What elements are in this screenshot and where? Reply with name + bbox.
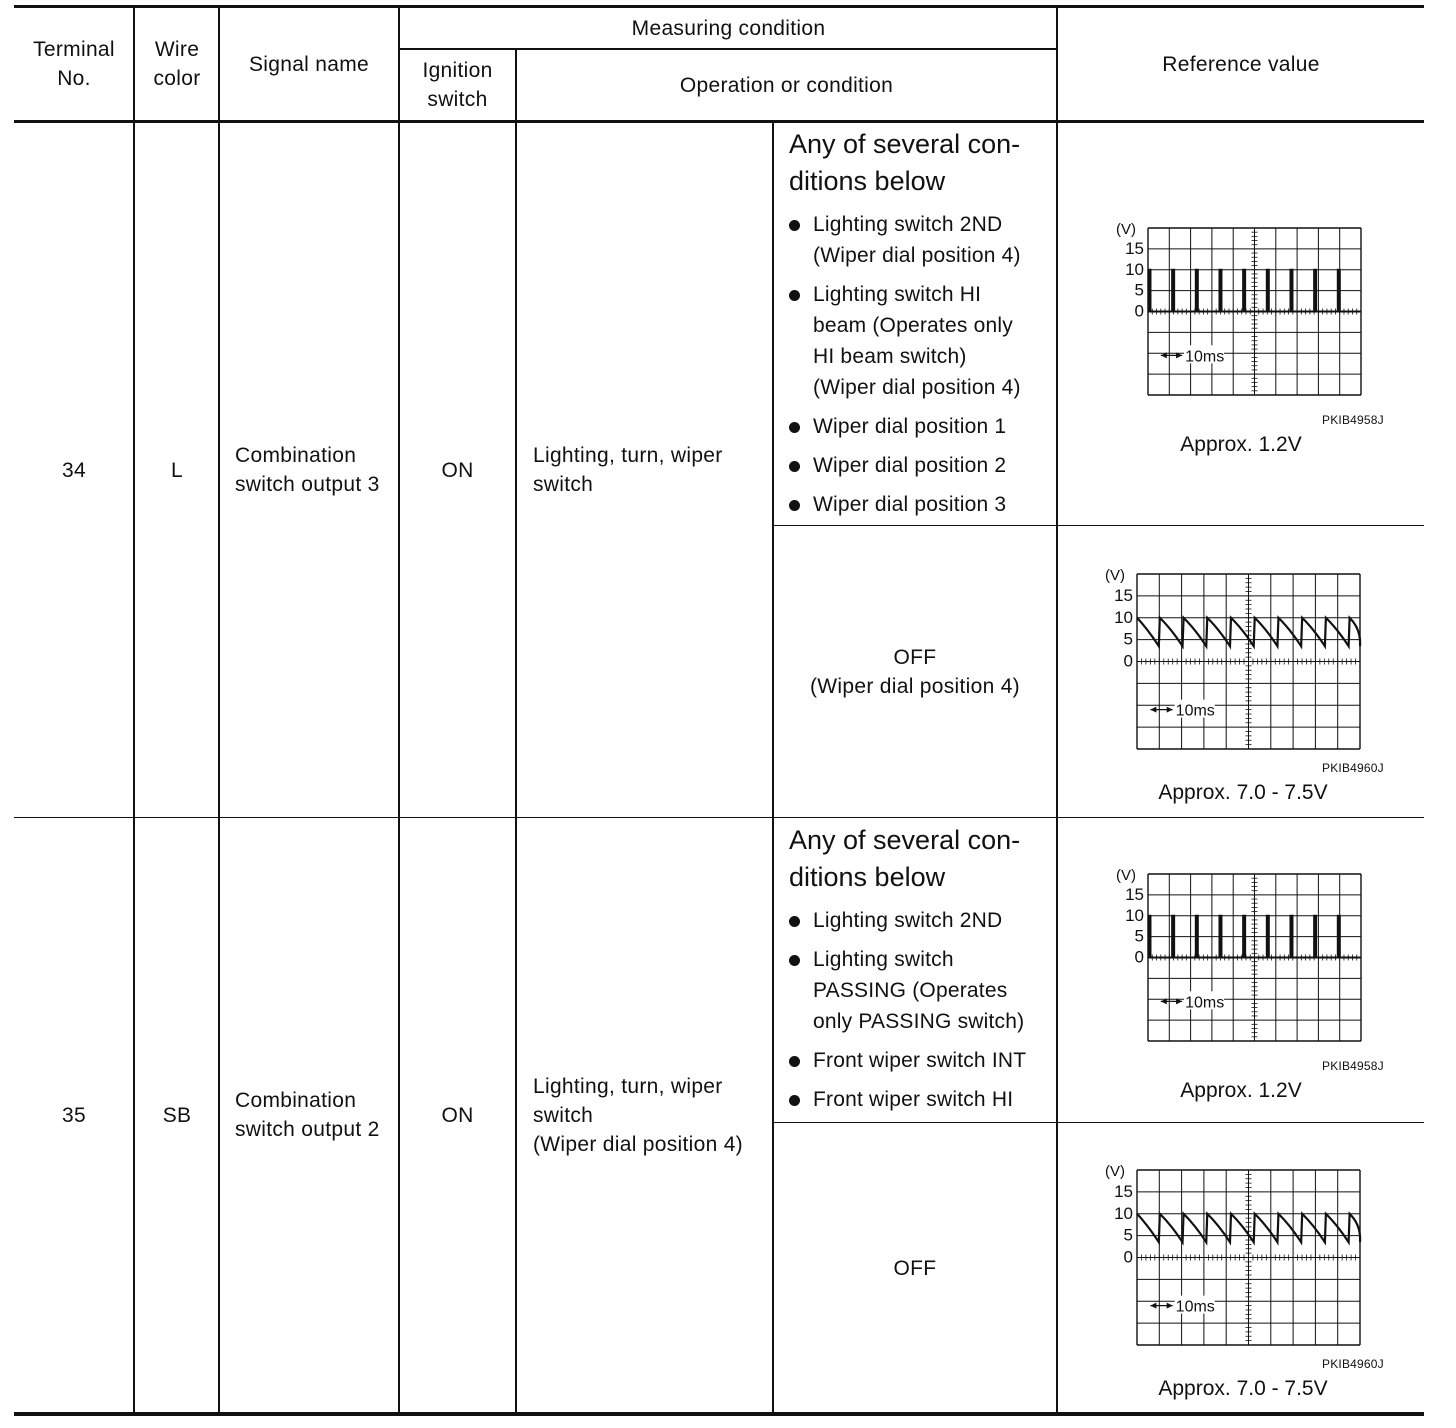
list-item: Front wiper switch INT: [789, 1045, 1054, 1076]
scope-tick-label: 15: [1114, 1181, 1133, 1201]
bullet-icon: [789, 916, 800, 927]
row34-ignition: ON: [441, 458, 474, 482]
scope-unit-label: (V): [1116, 221, 1136, 238]
scope-tick-label: 5: [1123, 1225, 1133, 1245]
list-item: Wiper dial position 1: [789, 411, 1054, 442]
scope-tick-label: 15: [1125, 884, 1144, 904]
row34-off-condition: OFF (Wiper dial position 4): [810, 646, 1020, 698]
row35-wire-color: SB: [162, 1103, 192, 1127]
scope-tick-label: 0: [1134, 947, 1144, 967]
scope-tick-label: 5: [1134, 926, 1144, 946]
scope-timebase-label: 10ms: [1185, 348, 1225, 366]
scope-tick-label: 5: [1134, 280, 1144, 300]
scope-svg: [1108, 864, 1367, 1045]
row34-conditions-list: [789, 209, 1054, 528]
scope-tick-label: 0: [1134, 301, 1144, 321]
scope-grid: [1137, 574, 1360, 749]
scope-timebase-label: 10ms: [1175, 702, 1215, 720]
oscilloscope-pulse-waveform: [1108, 864, 1367, 1045]
scope-tick-label: 10: [1125, 259, 1144, 279]
scope-unit-label: (V): [1116, 867, 1136, 884]
row34-terminal: 34: [62, 458, 86, 482]
list-item: Wiper dial position 3: [789, 489, 1054, 520]
row34-approx-value-a: Approx. 1.2V: [1180, 433, 1302, 456]
oscilloscope-sawtooth-waveform: [1097, 564, 1366, 753]
scope-tick-label: 10: [1114, 1203, 1133, 1223]
list-item: Wiper dial position 2: [789, 450, 1054, 481]
scope-tick-label: 0: [1123, 1247, 1133, 1267]
list-item: Lighting switch PASSING (Operates only PASSING switch): [789, 944, 1054, 1037]
table-bottom-rule: [14, 1412, 1424, 1416]
col-rule-4: [515, 49, 517, 1413]
header-operation-or-condition: Operation or condition: [679, 73, 894, 97]
bullet-icon: [789, 1095, 800, 1106]
header-ignition-switch: Ignition switch: [422, 59, 493, 111]
figure-code: PKIB4958J: [1322, 1059, 1384, 1073]
row34-operation: Lighting, turn, wiper switch: [533, 444, 723, 496]
bullet-icon: [789, 1056, 800, 1067]
scope-grid: [1137, 1170, 1360, 1345]
list-item: Lighting switch 2ND: [789, 905, 1054, 936]
scope-tick-label: 15: [1125, 238, 1144, 258]
bullet-icon: [789, 461, 800, 472]
figure-code: PKIB4960J: [1322, 1357, 1384, 1371]
scope-tick-label: 15: [1114, 585, 1133, 605]
bullet-icon: [789, 422, 800, 433]
header-reference-value: Reference value: [1162, 52, 1320, 76]
scope-tick-label: 10: [1125, 905, 1144, 925]
row34-conditions-heading: Any of several con- ditions below: [789, 129, 1021, 196]
row34-signal-name: Combination switch output 3: [235, 444, 380, 496]
scope-unit-label: (V): [1105, 1163, 1125, 1180]
row35-terminal: 35: [62, 1103, 86, 1127]
scope-tick-label: 5: [1123, 629, 1133, 649]
figure-code: PKIB4958J: [1322, 413, 1384, 427]
col-rule-6: [1056, 8, 1058, 1413]
oscilloscope-sawtooth-waveform: [1097, 1160, 1366, 1349]
header-terminal-no: Terminal No.: [33, 38, 115, 90]
bullet-icon: [789, 290, 800, 301]
header-signal-name: Signal name: [248, 52, 370, 76]
row35-operation: Lighting, turn, wiper switch (Wiper dial position 4): [533, 1074, 743, 1156]
row35-conditions-heading: Any of several con- ditions below: [789, 825, 1021, 892]
row34-approx-value-b: Approx. 7.0 - 7.5V: [1158, 781, 1328, 804]
row35-ignition: ON: [441, 1103, 474, 1127]
header-measuring-condition: Measuring condition: [631, 16, 826, 40]
list-item: Front wiper switch HI: [789, 1084, 1054, 1115]
row35-off-condition: OFF: [893, 1256, 937, 1280]
figure-code: PKIB4960J: [1322, 761, 1384, 775]
scope-tick-label: 10: [1114, 607, 1133, 627]
row35-conditions-list: [789, 905, 1054, 1123]
bullet-icon: [789, 220, 800, 231]
scope-tick-label: 0: [1123, 651, 1133, 671]
scope-svg: [1097, 564, 1366, 753]
scope-timebase-label: 10ms: [1185, 994, 1225, 1012]
scope-timebase-label: 10ms: [1175, 1298, 1215, 1316]
scope-unit-label: (V): [1105, 567, 1125, 584]
bullet-icon: [789, 500, 800, 511]
list-item: Lighting switch 2ND (Wiper dial position 4): [789, 209, 1054, 271]
scope-svg: [1108, 218, 1367, 399]
scope-svg: [1097, 1160, 1366, 1349]
row35-signal-name: Combination switch output 2: [235, 1089, 380, 1141]
list-item: Lighting switch HI beam (Operates only HI beam switch) (Wiper dial position 4): [789, 279, 1054, 403]
row35-approx-value-a: Approx. 1.2V: [1180, 1079, 1302, 1102]
header-wire-color: Wire color: [153, 38, 201, 90]
bullet-icon: [789, 955, 800, 966]
row34-wire-color: L: [171, 458, 183, 482]
oscilloscope-pulse-waveform: [1108, 218, 1367, 399]
row35-approx-value-b: Approx. 7.0 - 7.5V: [1158, 1377, 1328, 1400]
